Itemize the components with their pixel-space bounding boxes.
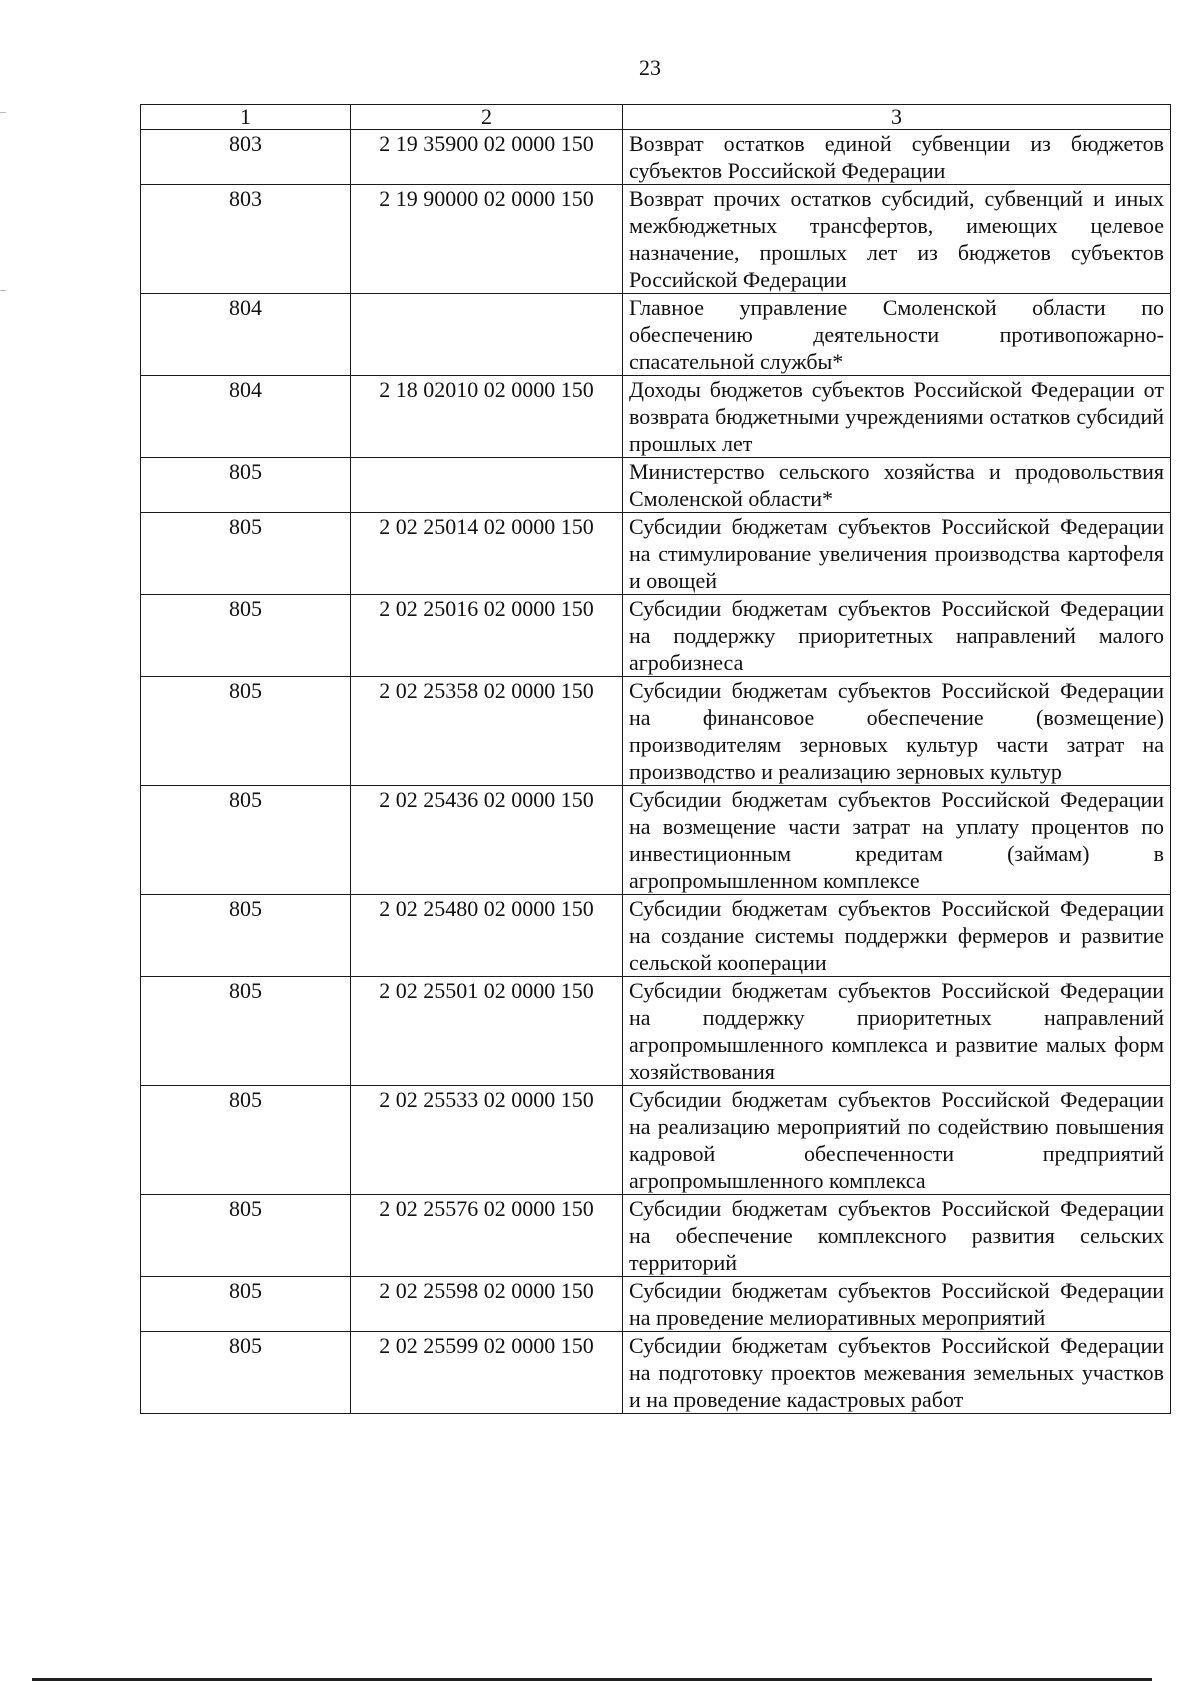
revenue-code-cell: 2 02 25014 02 0000 150 bbox=[351, 513, 623, 595]
admin-code-cell: 805 bbox=[141, 458, 351, 513]
revenue-code-cell: 2 18 02010 02 0000 150 bbox=[351, 376, 623, 458]
table-body bbox=[141, 130, 1171, 1414]
column-header-3: 3 bbox=[623, 105, 1171, 130]
admin-code-cell: 803 bbox=[141, 130, 351, 185]
revenue-name-cell: Субсидии бюджетам субъектов Российской Федерации на поддержку приоритетных направлений малого агробизнеса bbox=[623, 595, 1171, 677]
revenue-code-cell: 2 19 35900 02 0000 150 bbox=[351, 130, 623, 185]
revenue-name-cell: Субсидии бюджетам субъектов Российской Федерации на поддержку приоритетных направлений агропромышленного комплекса и развитие малых форм хозяйствования bbox=[623, 977, 1171, 1086]
bottom-rule bbox=[32, 1678, 1152, 1681]
table-row bbox=[141, 1277, 1171, 1332]
revenue-name-cell: Субсидии бюджетам субъектов Российской Федерации на стимулирование увеличения производства картофеля и овощей bbox=[623, 513, 1171, 595]
admin-code-cell: 805 bbox=[141, 786, 351, 895]
revenue-name-cell: Возврат остатков единой субвенции из бюджетов субъектов Российской Федерации bbox=[623, 130, 1171, 185]
margin-mark bbox=[0, 112, 6, 113]
revenue-codes-table bbox=[140, 104, 1171, 1414]
page-number: 23 bbox=[639, 55, 661, 80]
admin-code-cell: 804 bbox=[141, 294, 351, 376]
revenue-code-cell: 2 19 90000 02 0000 150 bbox=[351, 185, 623, 294]
admin-code-cell: 805 bbox=[141, 1086, 351, 1195]
admin-code-cell: 805 bbox=[141, 677, 351, 786]
margin-mark bbox=[0, 290, 6, 291]
admin-code-cell: 805 bbox=[141, 977, 351, 1086]
table-row bbox=[141, 1332, 1171, 1414]
revenue-code-cell: 2 02 25501 02 0000 150 bbox=[351, 977, 623, 1086]
revenue-name-cell: Министерство сельского хозяйства и продовольствия Смоленской области* bbox=[623, 458, 1171, 513]
revenue-code-cell: 2 02 25480 02 0000 150 bbox=[351, 895, 623, 977]
revenue-name-cell: Субсидии бюджетам субъектов Российской Федерации на проведение мелиоративных мероприятий bbox=[623, 1277, 1171, 1332]
revenue-code-cell: 2 02 25533 02 0000 150 bbox=[351, 1086, 623, 1195]
table-row bbox=[141, 376, 1171, 458]
table-row bbox=[141, 895, 1171, 977]
admin-code-cell: 805 bbox=[141, 513, 351, 595]
admin-code-cell: 803 bbox=[141, 185, 351, 294]
revenue-name-cell: Возврат прочих остатков субсидий, субвенций и иных межбюджетных трансфертов, имеющих целевое назначение, прошлых лет из бюджетов субъектов Российской Федерации bbox=[623, 185, 1171, 294]
revenue-name-cell: Субсидии бюджетам субъектов Российской Федерации на реализацию мероприятий по содействию повышения кадровой обеспеченности предприятий агропромышленного комплекса bbox=[623, 1086, 1171, 1195]
revenue-code-cell: 2 02 25599 02 0000 150 bbox=[351, 1332, 623, 1414]
revenue-name-cell: Субсидии бюджетам субъектов Российской Федерации на финансовое обеспечение (возмещение) производителям зерновых культур части затрат на производство и реализацию зерновых культур bbox=[623, 677, 1171, 786]
revenue-code-cell: 2 02 25358 02 0000 150 bbox=[351, 677, 623, 786]
admin-code-cell: 805 bbox=[141, 1277, 351, 1332]
revenue-code-cell bbox=[351, 458, 623, 513]
table-row bbox=[141, 595, 1171, 677]
revenue-name-cell: Субсидии бюджетам субъектов Российской Федерации на возмещение части затрат на уплату процентов по инвестиционным кредитам (займам) в агропромышленном комплексе bbox=[623, 786, 1171, 895]
table-row bbox=[141, 185, 1171, 294]
column-header-2: 2 bbox=[351, 105, 623, 130]
revenue-code-cell: 2 02 25598 02 0000 150 bbox=[351, 1277, 623, 1332]
table-row bbox=[141, 677, 1171, 786]
table-row bbox=[141, 458, 1171, 513]
revenue-code-cell: 2 02 25576 02 0000 150 bbox=[351, 1195, 623, 1277]
admin-code-cell: 805 bbox=[141, 1195, 351, 1277]
admin-code-cell: 805 bbox=[141, 595, 351, 677]
admin-code-cell: 804 bbox=[141, 376, 351, 458]
table-row bbox=[141, 513, 1171, 595]
table-header-row bbox=[141, 105, 1171, 130]
admin-code-cell: 805 bbox=[141, 895, 351, 977]
table-row bbox=[141, 1195, 1171, 1277]
revenue-name-cell: Субсидии бюджетам субъектов Российской Федерации на обеспечение комплексного развития сельских территорий bbox=[623, 1195, 1171, 1277]
admin-code-cell: 805 bbox=[141, 1332, 351, 1414]
revenue-name-cell: Доходы бюджетов субъектов Российской Федерации от возврата бюджетными учреждениями остатков субсидий прошлых лет bbox=[623, 376, 1171, 458]
table-row bbox=[141, 977, 1171, 1086]
revenue-code-cell bbox=[351, 294, 623, 376]
revenue-code-cell: 2 02 25436 02 0000 150 bbox=[351, 786, 623, 895]
revenue-name-cell: Главное управление Смоленской области по обеспечению деятельности противопожарно-спасательной службы* bbox=[623, 294, 1171, 376]
revenue-name-cell: Субсидии бюджетам субъектов Российской Федерации на подготовку проектов межевания земельных участков и на проведение кадастровых работ bbox=[623, 1332, 1171, 1414]
revenue-code-cell: 2 02 25016 02 0000 150 bbox=[351, 595, 623, 677]
table-row bbox=[141, 786, 1171, 895]
table-row bbox=[141, 1086, 1171, 1195]
table-row bbox=[141, 294, 1171, 376]
column-header-1: 1 bbox=[141, 105, 351, 130]
table-row bbox=[141, 130, 1171, 185]
revenue-name-cell: Субсидии бюджетам субъектов Российской Федерации на создание системы поддержки фермеров и развитие сельской кооперации bbox=[623, 895, 1171, 977]
